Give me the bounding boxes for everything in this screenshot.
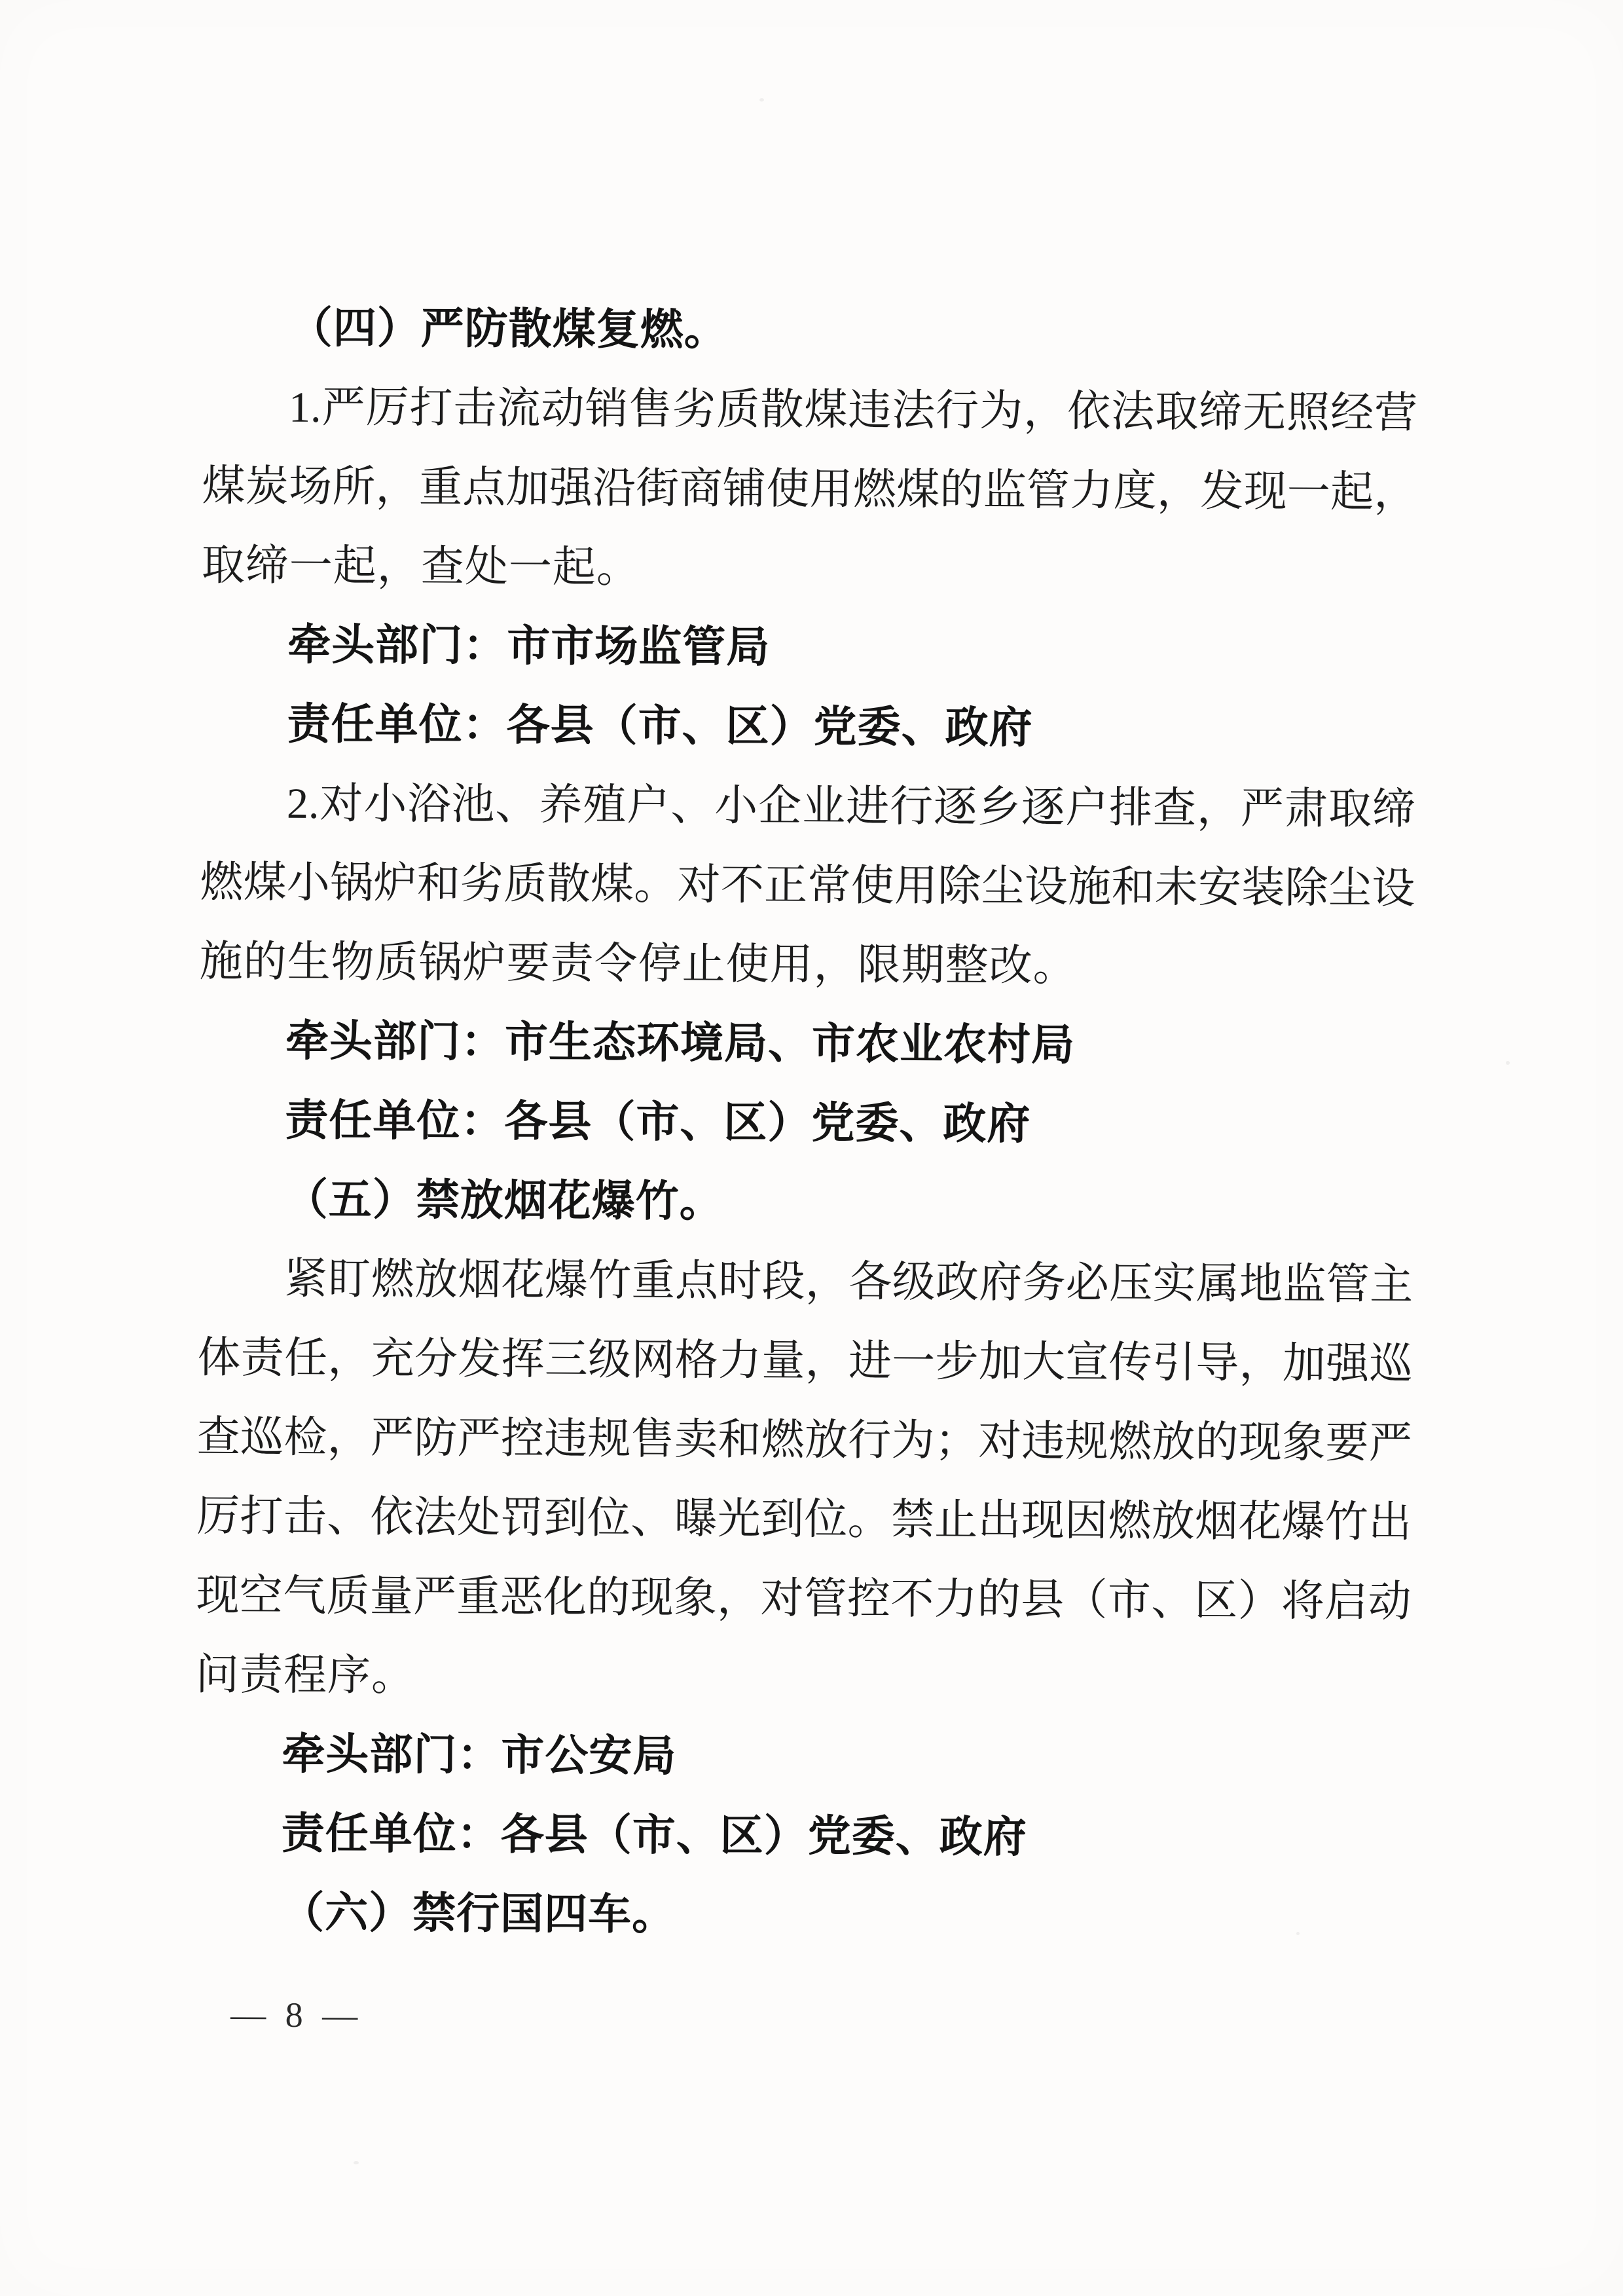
scan-speckle [354, 2161, 359, 2164]
document-line: 紧盯燃放烟花爆竹重点时段，各级政府务必压实属地监管主 [283, 1255, 1413, 1309]
document-line: 牵头部门：市公安局 [282, 1730, 677, 1781]
scan-speckle [1296, 1932, 1300, 1935]
document-line: 取缔一起，查处一起。 [201, 542, 641, 592]
document-line: 体责任，充分发挥三级网格力量，进一步加大宣传引导，加强巡 [197, 1334, 1413, 1388]
document-line: 牵头部门：市市场监管局 [287, 621, 771, 672]
document-line: 责任单位：各县（市、区）党委、政府 [287, 700, 1033, 752]
page-number: — 8 — [230, 1995, 363, 2035]
document-line: 2.对小浴池、养殖户、小企业进行逐乡逐户排查，严肃取缔 [286, 779, 1416, 834]
document-line: 责任单位：各县（市、区）党委、政府 [281, 1809, 1027, 1862]
document-body [194, 288, 1418, 1959]
document-line: （四）严防散煤复燃。 [289, 304, 728, 355]
document-line: 施的生物质锅炉要责令停止使用，限期整改。 [199, 938, 1077, 991]
document-line: （五）禁放烟花爆竹。 [284, 1176, 723, 1227]
document-line: （六）禁行国四车。 [280, 1889, 676, 1939]
scan-speckle [1506, 1061, 1510, 1065]
document-line: 1.严厉打击流动销售劣质散煤违法行为，依法取缔无照经营 [288, 383, 1418, 437]
document-line: 现空气质量严重恶化的现象，对管控不力的县（市、区）将启动 [196, 1572, 1412, 1626]
document-line: 煤炭场所，重点加强沿街商铺使用燃煤的监管力度，发现一起， [202, 462, 1417, 517]
document-line: 牵头部门：市生态环境局、市农业农村局 [285, 1017, 1076, 1070]
document-line: 查巡检，严防严控违规售卖和燃放行为；对违规燃放的现象要严 [196, 1413, 1413, 1468]
scan-speckle [759, 98, 764, 102]
document-line: 燃煤小锅炉和劣质散煤。对不正常使用除尘设施和未安装除尘设 [200, 859, 1415, 913]
document-line: 厉打击、依法处罚到位、曝光到位。禁止出现因燃放烟花爆竹出 [196, 1492, 1412, 1547]
document-line: 责任单位：各县（市、区）党委、政府 [285, 1096, 1031, 1149]
document-line: 问责程序。 [195, 1651, 416, 1700]
